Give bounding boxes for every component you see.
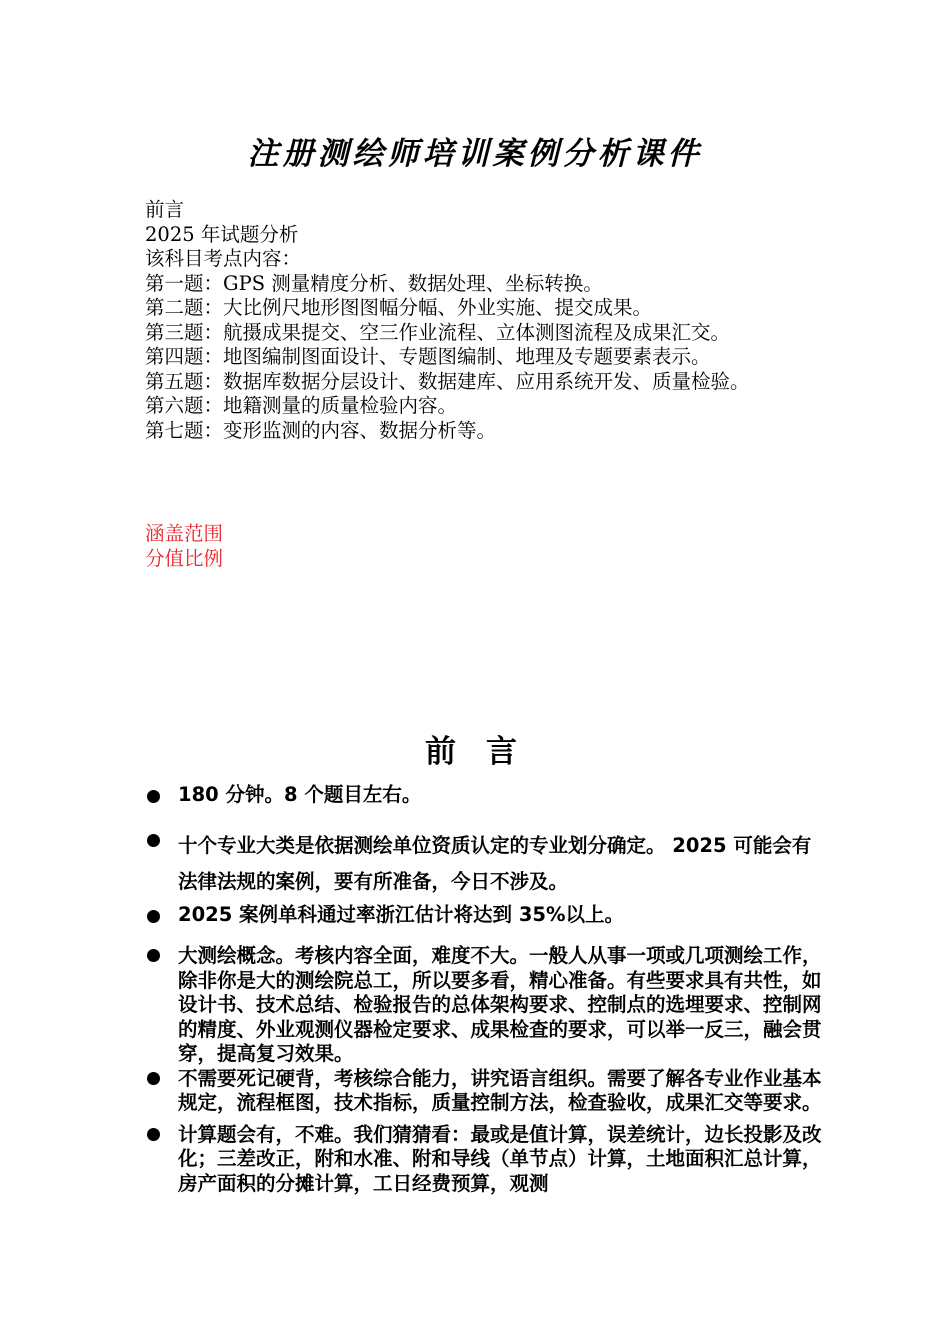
bullet-dot-icon	[147, 949, 160, 962]
list-item-text: 大测绘概念。考核内容全面，难度不大。一般人从事一项或几项测绘工作，除非你是大的测绘院总工，所以要多看，精心准备。有些要求具有共性，如设计书、技术总结、检验报告的总体架构要求、控制点的选埋要求、控制网的精度、外业观测仪器检定要求、成果检查的要求，可以举一反三，融会贯穿，提高复习效果。	[178, 944, 822, 1065]
list-item	[145, 1067, 825, 1116]
intro-section	[145, 198, 815, 443]
document-title: 注册测绘师培训案例分析课件	[247, 136, 703, 172]
red-note-score-ratio: 分值比例	[145, 546, 224, 570]
bullet-dot-icon	[147, 834, 160, 847]
list-item	[145, 1123, 825, 1197]
list-item-text: 计算题会有，不难。我们猜猜看：最或是值计算，误差统计，边长投影及改化；三差改正，附和水准、附和导线（单节点）计算，土地面积汇总计算，房产面积的分摊计算，工日经费预算，观测	[178, 1122, 822, 1195]
intro-question-4: 第四题：地图编制图面设计、专题图编制、地理及专题要素表示。	[145, 345, 711, 368]
bullet-list	[145, 782, 825, 1196]
bullet-dot-icon	[147, 1128, 160, 1141]
intro-question-5: 第五题：数据库数据分层设计、数据建库、应用系统开发、质量检验。	[145, 369, 750, 393]
bullet-dot-icon	[147, 790, 160, 803]
list-item	[145, 782, 825, 808]
intro-question-2: 第二题：大比例尺地形图图幅分幅、外业实施、提交成果。	[145, 296, 653, 319]
bullet-dot-icon	[147, 1072, 160, 1085]
intro-year-analysis: 2025 年试题分析	[145, 222, 299, 246]
intro-heading: 前言	[145, 198, 185, 221]
intro-question-3: 第三题：航摄成果提交、空三作业流程、立体测图流程及成果汇交。	[145, 320, 731, 344]
list-item-text: 不需要死记硬背，考核综合能力，讲究语言组织。需要了解各专业作业基本规定，流程框图，技术指标，质量控制方法，检查验收，成果汇交等要求。	[178, 1066, 822, 1114]
list-item	[145, 828, 825, 900]
bullet-dot-icon	[147, 910, 160, 923]
red-notes	[145, 522, 223, 571]
intro-topics-label: 该科目考点内容：	[145, 247, 302, 270]
list-item-text: 2025 案例单科通过率浙江估计将达到 35%以上。	[178, 903, 625, 926]
list-item	[145, 902, 825, 928]
section-title: 前言	[425, 734, 547, 770]
list-item-text: 十个专业大类是依据测绘单位资质认定的专业划分确定。 2025 可能会有法律法规的案例，要有所准备，今日不涉及。	[178, 834, 812, 893]
intro-question-6: 第六题：地籍测量的质量检验内容。	[145, 394, 458, 417]
red-note-coverage: 涵盖范围	[145, 522, 224, 545]
list-item-text: 180 分钟。8 个题目左右。	[178, 783, 422, 806]
intro-question-7: 第七题：变形监测的内容、数据分析等。	[145, 418, 497, 442]
list-item	[145, 944, 825, 1067]
intro-question-1: 第一题：GPS 测量精度分析、数据处理、坐标转换。	[145, 271, 603, 295]
